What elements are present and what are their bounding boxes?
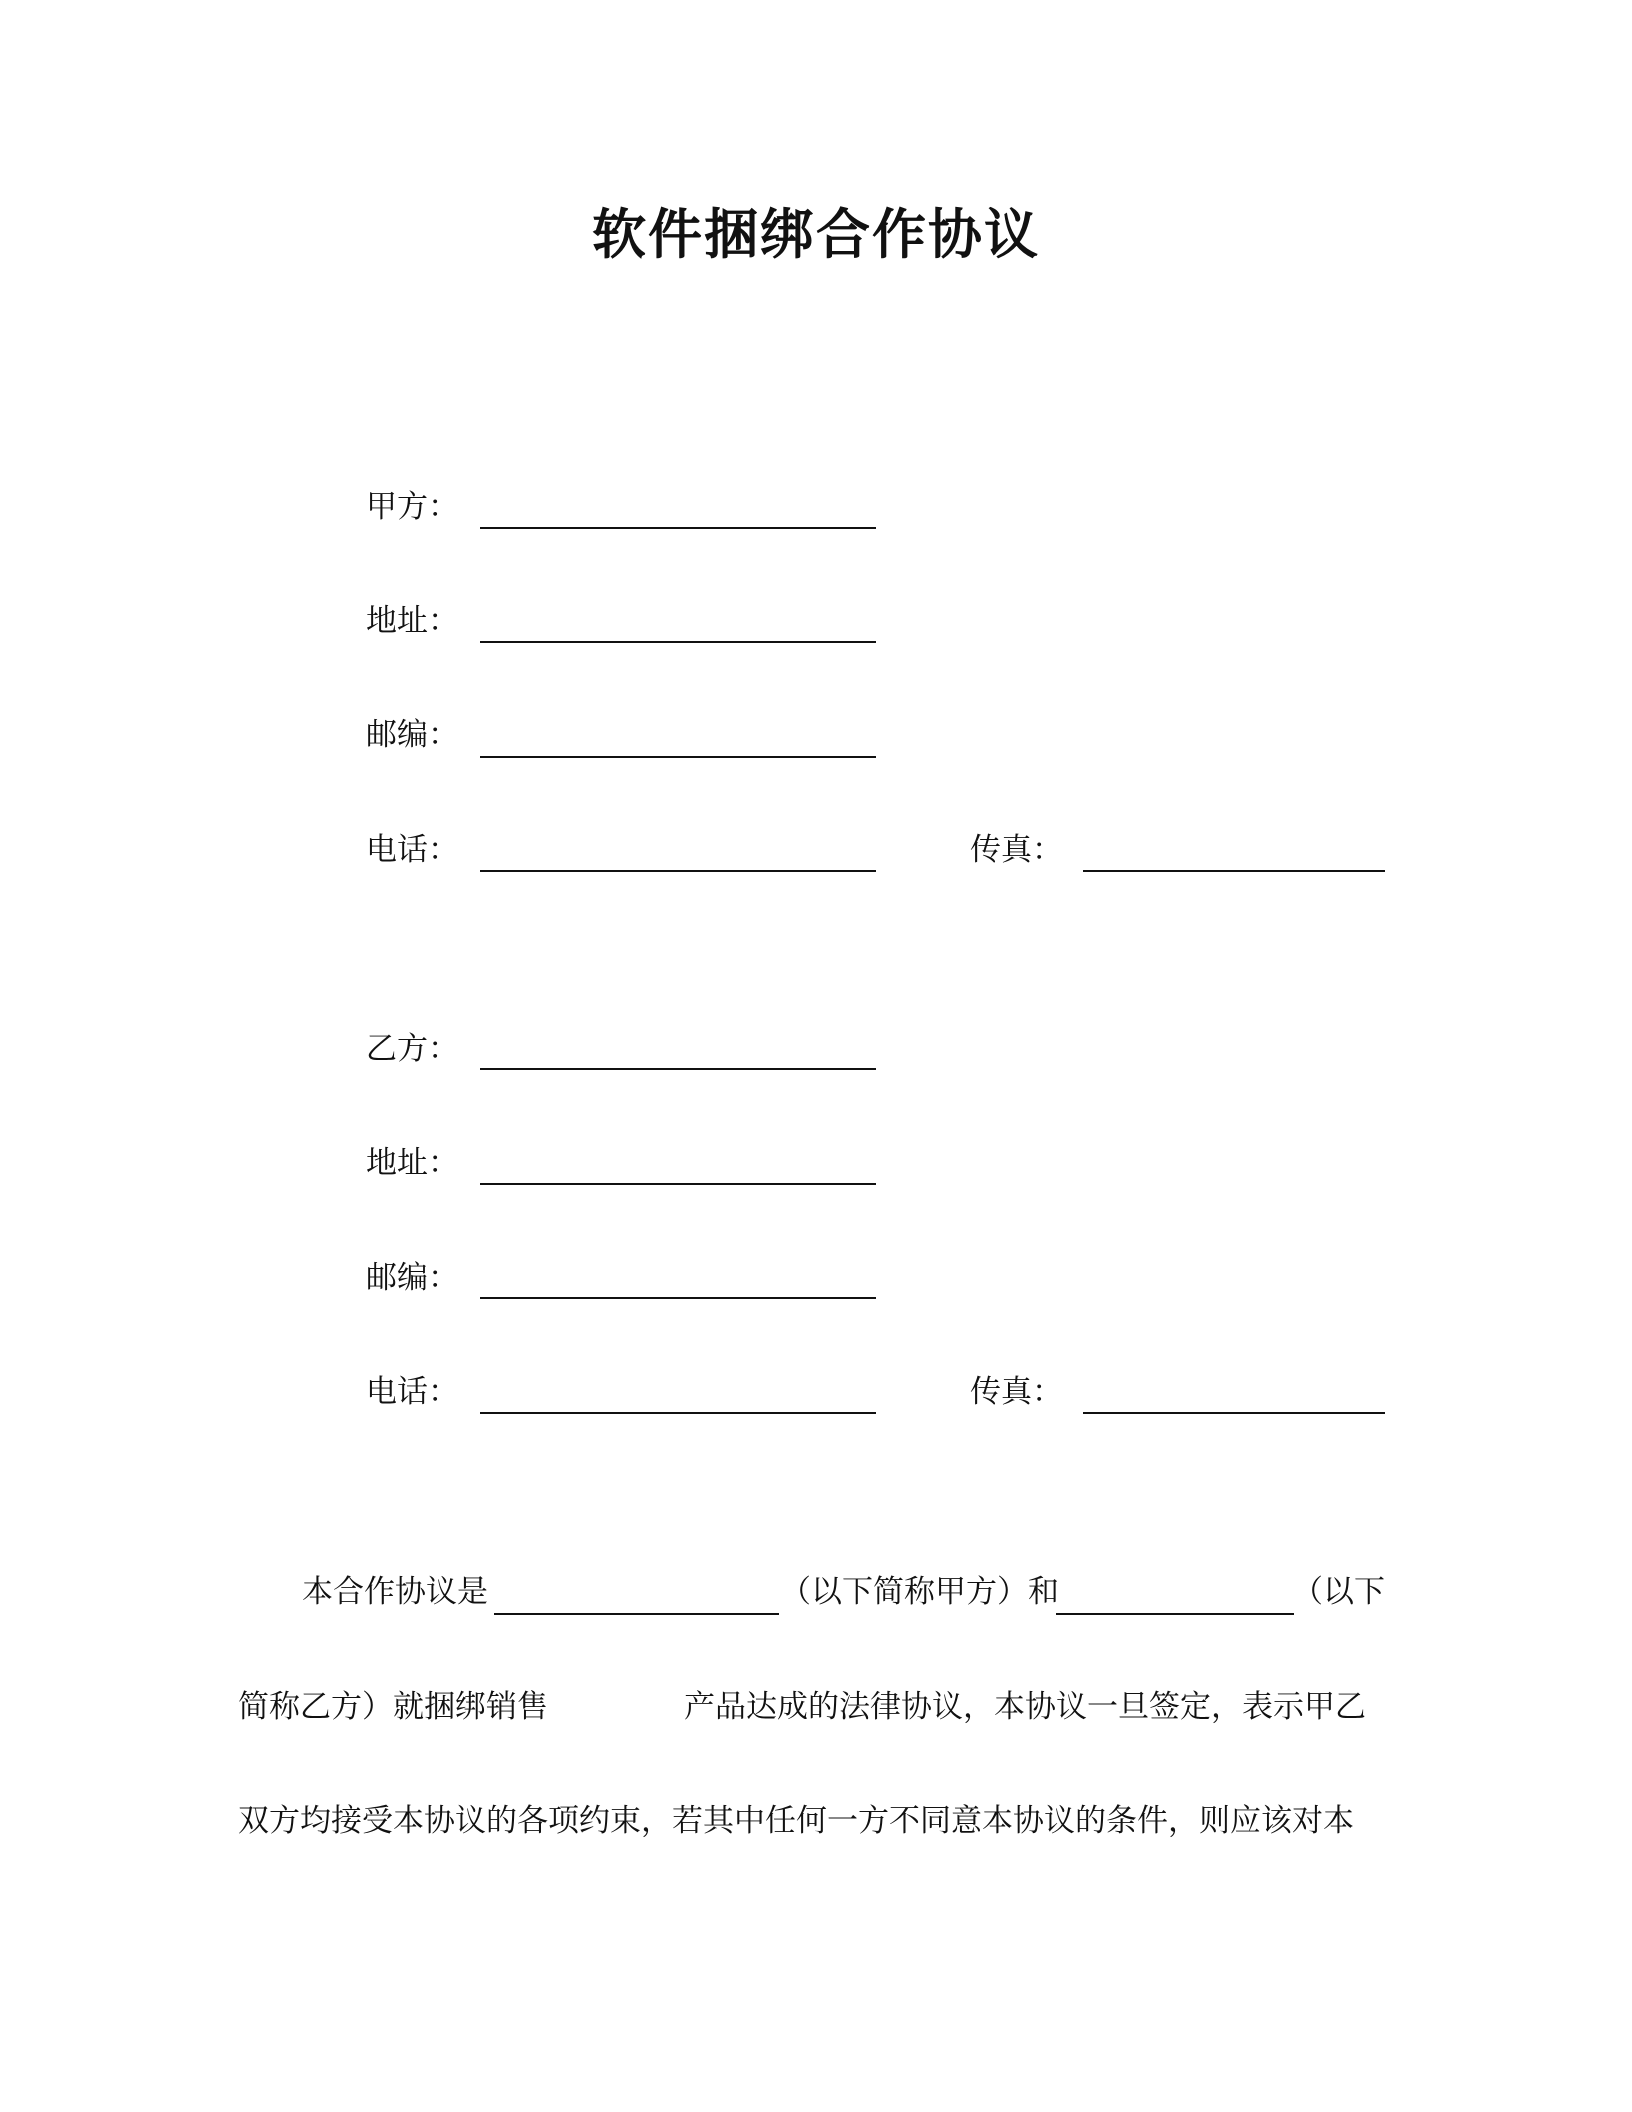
party-a-postcode-field[interactable] — [480, 756, 876, 758]
party-b-phone-label: 电话： — [366, 1374, 459, 1410]
party-a-address-label: 地址： — [366, 603, 459, 639]
body-line2-start: 简称乙方）就捆绑销售 — [238, 1689, 548, 1725]
party-a-postcode-label: 邮编： — [366, 717, 459, 753]
party-a-phone-label: 电话： — [366, 832, 459, 868]
party-a-fax-field[interactable] — [1083, 870, 1385, 872]
party-b-name-label: 乙方： — [366, 1031, 459, 1067]
party-b-address-label: 地址： — [366, 1145, 459, 1181]
party-b-address-field[interactable] — [480, 1183, 876, 1185]
party-a-name-field[interactable] — [480, 527, 876, 529]
body-line1-middle: （以下简称甲方）和 — [780, 1574, 1059, 1610]
party-a-address-field[interactable] — [480, 641, 876, 643]
party-b-postcode-label: 邮编： — [366, 1260, 459, 1296]
body-line1-end: （以下 — [1292, 1574, 1385, 1610]
document-title: 软件捆绑合作协议 — [592, 203, 1040, 266]
party-b-postcode-field[interactable] — [480, 1297, 876, 1299]
body-party-b-blank[interactable] — [1056, 1613, 1294, 1615]
party-b-name-field[interactable] — [480, 1068, 876, 1070]
party-b-fax-field[interactable] — [1083, 1412, 1385, 1414]
body-line3: 双方均接受本协议的各项约束，若其中任何一方不同意本协议的条件，则应该对本 — [238, 1803, 1354, 1839]
party-a-fax-label: 传真： — [970, 832, 1063, 868]
body-party-a-blank[interactable] — [494, 1613, 779, 1615]
party-b-phone-field[interactable] — [480, 1412, 876, 1414]
body-line2-end: 产品达成的法律协议，本协议一旦签定，表示甲乙 — [684, 1689, 1366, 1725]
party-a-phone-field[interactable] — [480, 870, 876, 872]
party-a-name-label: 甲方： — [366, 489, 459, 525]
party-b-fax-label: 传真： — [970, 1374, 1063, 1410]
body-line1-start: 本合作协议是 — [302, 1574, 488, 1610]
